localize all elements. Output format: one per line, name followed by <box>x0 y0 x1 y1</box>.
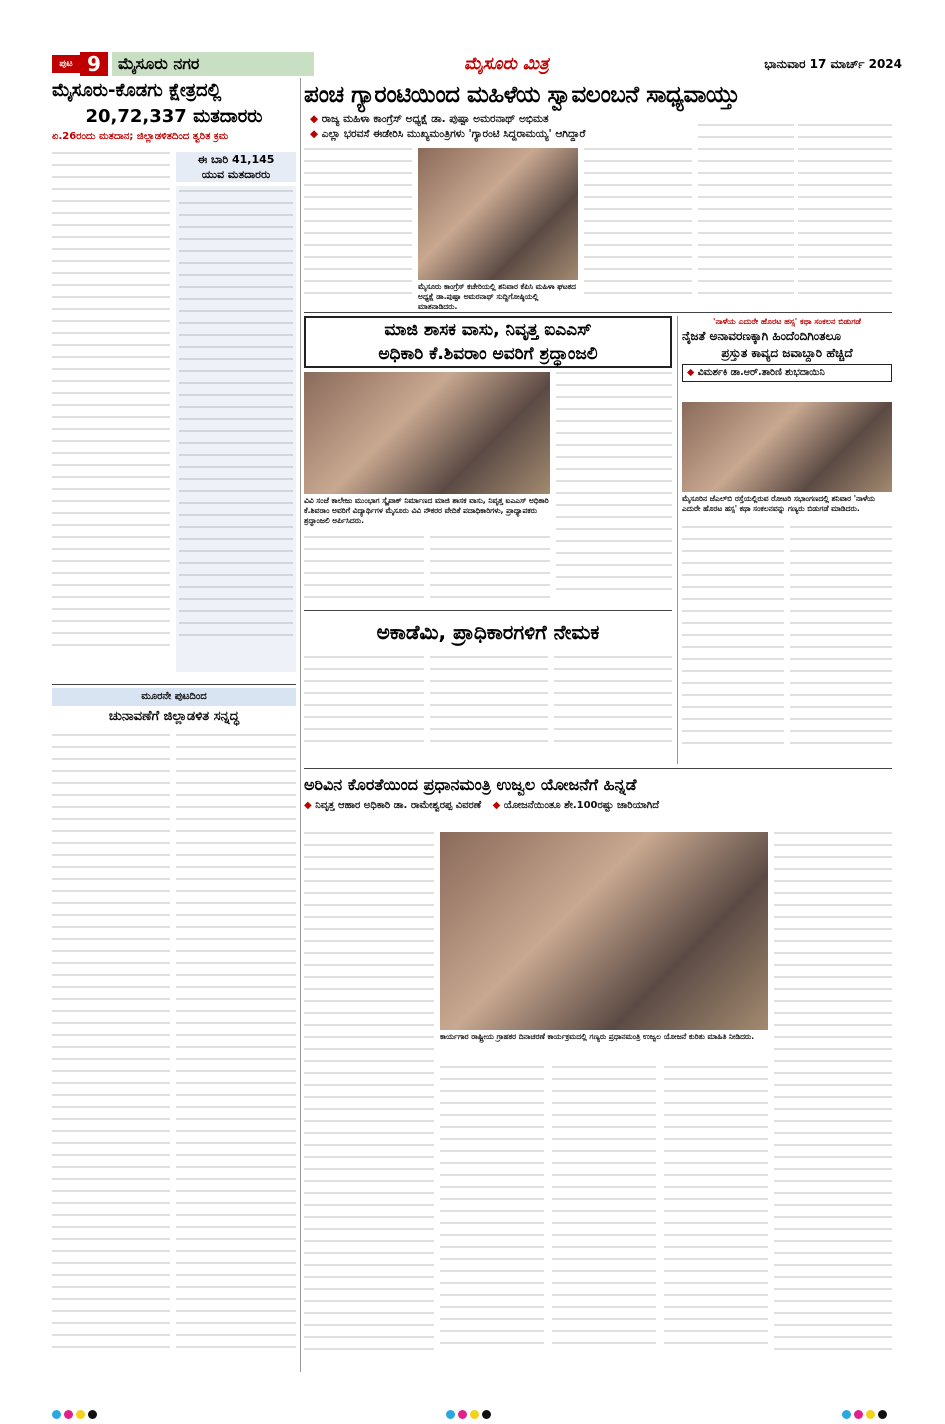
main-body-col4 <box>798 124 892 306</box>
continued-body-col2 <box>176 734 296 1370</box>
ujjwala-photo <box>440 832 768 1030</box>
page-number: 9 <box>80 52 108 76</box>
book-headline-1: ನೈಜತೆ ಅನಾವರಣಕ್ಕಾಗಿ ಹಿಂದೆಂದಿಗಿಂತಲೂ <box>682 329 841 343</box>
black-dot <box>482 1410 491 1419</box>
footer-color-marks-left <box>50 1404 110 1416</box>
footer-color-marks-right <box>840 1404 900 1416</box>
magenta-dot <box>458 1410 467 1419</box>
left-headline-2: 20,72,337 ಮತದಾರರು <box>85 106 263 127</box>
bullet-icon: ◆ <box>304 800 312 811</box>
ujjwala-body-col2 <box>440 1066 544 1372</box>
left-story <box>52 78 296 678</box>
page-label: ಪುಟ <box>52 55 80 73</box>
book-headline-2: ಪ್ರಸ್ತುತ ಕಾವ್ಯದ ಜವಾಬ್ದಾರಿ ಹೆಚ್ಚಿದೆ <box>721 346 853 360</box>
tribute-body-col3 <box>556 372 672 606</box>
box-title-2: ಯುವ ಮತದಾರರು <box>201 168 271 181</box>
book-photo <box>682 402 892 492</box>
ujjwala-body-col1 <box>304 832 434 1372</box>
section-name: ಮೈಸೂರು ನಗರ <box>112 52 314 76</box>
book-story <box>682 316 892 396</box>
continued-body-col1 <box>52 734 170 1370</box>
ujjwala-sub-2: ಯೋಜನೆಯಿಂತೂ ಶೇ.100ರಷ್ಟು ಜಾರಿಯಾಗಿದೆ <box>503 800 660 811</box>
issue-date: ಭಾನುವಾರ 17 ಮಾರ್ಚ್ 2024 <box>764 57 902 71</box>
bullet-icon: ◆ <box>310 113 319 125</box>
cyan-dot <box>52 1410 61 1419</box>
left-body-col1 <box>52 152 170 672</box>
ujjwala-subs <box>304 798 892 814</box>
ujjwala-sub-1: ನಿವೃತ್ತ ಆಹಾರ ಅಧಿಕಾರಿ ಡಾ. ರಾಮೇಶ್ವರಪ್ಪ ವಿವರಣೆ <box>315 800 482 811</box>
akademi-story <box>304 614 672 654</box>
yellow-dot <box>470 1410 479 1419</box>
main-body-col2 <box>584 148 692 306</box>
tribute-body-col2 <box>430 536 550 606</box>
book-body-col1 <box>682 526 784 764</box>
ujjwala-body-col3 <box>552 1066 656 1372</box>
left-headline: ಮೈಸೂರು-ಕೊಡಗು ಕ್ಷೇತ್ರದಲ್ಲಿ <box>52 80 222 101</box>
magenta-dot <box>854 1410 863 1419</box>
black-dot <box>878 1410 887 1419</box>
continued-story <box>52 688 296 1372</box>
yellow-dot <box>76 1410 85 1419</box>
cyan-dot <box>446 1410 455 1419</box>
akademi-body-col3 <box>554 656 672 760</box>
tribute-headline-2: ಅಧಿಕಾರಿ ಕೆ.ಶಿವರಾಂ ಅವರಿಗೆ ಶ್ರದ್ಧಾಂಜಲಿ <box>304 342 672 368</box>
book-byline <box>682 364 892 382</box>
tribute-photo-caption: ವಿವಿ ಸಂಜೆ ಕಾಲೇಜು ಮುಂಭಾಗ ಸ್ಕೈವಾಕ್ ನಿರ್ಮಾಣದ ಮಾಜಿ ಶಾಸಕ ವಾಸು, ನಿವೃತ್ತ ಐಎಎಸ್ ಅಧಿಕಾರಿ ಕೆ.ಶಿವರಾಂ ಅವರಿಗೆ ವಿದ್ಯಾರ್ಥಿಗಳ ಮೈಸೂರು ವಿವಿ ನೌಕರರ ವೇದಿಕೆ ಪದಾಧಿಕಾರಿಗಳು, ಪ್ರಾಧ್ಯಾಪಕರು ಶ್ರದ್ಧಾಂಜಲಿ ಅರ್ಪಿಸಿದರು. <box>304 496 549 525</box>
ujjwala-body-col4 <box>664 1066 768 1372</box>
footer-color-marks-center <box>444 1404 504 1416</box>
main-sub-1-text: ರಾಜ್ಯ ಮಹಿಳಾ ಕಾಂಗ್ರೆಸ್ ಅಧ್ಯಕ್ಷೆ ಡಾ. ಪುಷ್ಪಾ ಅಮರನಾಥ್ ಅಭಿಮತ <box>321 113 549 125</box>
akademi-headline: ಅಕಾಡೆಮಿ, ಪ್ರಾಧಿಕಾರಗಳಿಗೆ ನೇಮಕ <box>376 620 600 644</box>
black-dot <box>88 1410 97 1419</box>
magenta-dot <box>64 1410 73 1419</box>
ujjwala-story <box>304 772 892 828</box>
left-subhead: ಏ.26ರಂದು ಮತದಾನ; ಜಿಲ್ಲಾಡಳಿತದಿಂದ ತ್ವರಿತ ಕ್ರಮ <box>52 131 229 142</box>
bullet-icon: ◆ <box>310 128 319 140</box>
main-photo <box>418 148 578 280</box>
book-body-col2 <box>790 526 892 764</box>
masthead: ಮೈಸೂರು ಮಿತ್ರ <box>464 54 549 74</box>
left-body-col2 <box>176 186 296 672</box>
ujjwala-photo-caption: ಕಾರ್ಯಗಾರ ರಾಷ್ಟ್ರೀಯ ಗ್ರಾಹಕರ ದಿನಾಚರಣೆ ಕಾರ್ಯಕ್ರಮದಲ್ಲಿ ಗಣ್ಯರು ಪ್ರಧಾನಮಂತ್ರಿ ಉಜ್ವಲ ಯೋಜನೆ ಕುರಿತು ಮಾಹಿತಿ ನೀಡಿದರು. <box>440 1032 755 1041</box>
main-body-col3 <box>698 124 794 306</box>
yellow-dot <box>866 1410 875 1419</box>
page-header <box>52 52 902 76</box>
cyan-dot <box>842 1410 851 1419</box>
main-sub-2-text: ಎಲ್ಲಾ ಭರವಸೆ ಈಡೇರಿಸಿ ಮುಖ್ಯಮಂತ್ರಿಗಳು 'ಗ್ಯಾರಂಟಿ ಸಿದ್ದರಾಮಯ್ಯ' ಆಗಿದ್ದಾರೆ <box>321 128 586 140</box>
ujjwala-headline: ಅರಿವಿನ ಕೊರತೆಯಿಂದ ಪ್ರಧಾನಮಂತ್ರಿ ಉಜ್ವಲ ಯೋಜನೆಗೆ ಹಿನ್ನಡೆ <box>304 775 637 794</box>
bullet-icon: ◆ <box>492 800 501 811</box>
tribute-headline-1: ಮಾಜಿ ಶಾಸಕ ವಾಸು, ನಿವೃತ್ತ ಐಎಎಸ್ <box>304 316 672 342</box>
tribute-photo <box>304 372 550 494</box>
main-body-col1 <box>304 148 412 306</box>
main-headline: ಪಂಚ ಗ್ಯಾರಂಟಿಯಿಂದ ಮಹಿಳೆಯ ಸ್ವಾವಲಂಬನೆ ಸಾಧ್ಯವಾಯ್ತು <box>304 82 740 108</box>
book-photo-caption: ಮೈಸೂರಿನ ಜೆಎಲ್‌ಬಿ ರಸ್ತೆಯಲ್ಲಿರುವ ರೋಟರಿ ಸಭಾಂಗಣದಲ್ಲಿ ಶನಿವಾರ 'ನಾಳೆಯ ಎದುರೇ ಹೊರಟ ಹಸ್ಸ' ಕಥಾ ಸಂಕಲನವನ್ನು ಗಣ್ಯರು ಬಿಡುಗಡೆ ಮಾಡಿದರು. <box>682 494 876 513</box>
akademi-body-col2 <box>430 656 548 760</box>
book-byline-text: ವಿಮರ್ಶಕಿ ಡಾ.ಆರ್.ತಾರಿಣಿ ಶುಭದಾಯಿನಿ <box>697 367 825 378</box>
main-photo-caption: ಮೈಸೂರು ಕಾಂಗ್ರೆಸ್ ಕಚೇರಿಯಲ್ಲಿ ಶನಿವಾರ ಕೆಪಿಸಿ ಮಹಿಳಾ ಘಟಕದ ಅಧ್ಯಕ್ಷೆ ಡಾ.ಪುಷ್ಪಾ ಅಮರನಾಥ್ ಸುದ್ದಿಗೋಷ್ಠಿಯಲ್ಲಿ ಮಾತನಾಡಿದರು. <box>418 282 576 311</box>
young-voters-box <box>176 152 296 182</box>
bullet-icon: ◆ <box>687 367 695 378</box>
continued-tag: ಮೂರನೇ ಪುಟದಿಂದ <box>52 688 296 706</box>
box-title-1: ಈ ಬಾರಿ 41,145 <box>197 153 275 166</box>
book-kicker: 'ನಾಳೆಯ ಎದುರೇ ಹೊರಟ ಹಸ್ಸ' ಕಥಾ ಸಂಕಲನ ಬಿಡುಗಡೆ <box>713 317 861 326</box>
akademi-body-col1 <box>304 656 424 760</box>
continued-headline: ಚುನಾವಣೆಗೆ ಜಿಲ್ಲಾಡಳಿತ ಸನ್ನದ್ಧ <box>108 709 240 724</box>
ujjwala-body-col5 <box>774 832 892 1372</box>
tribute-body-col1 <box>304 536 424 606</box>
